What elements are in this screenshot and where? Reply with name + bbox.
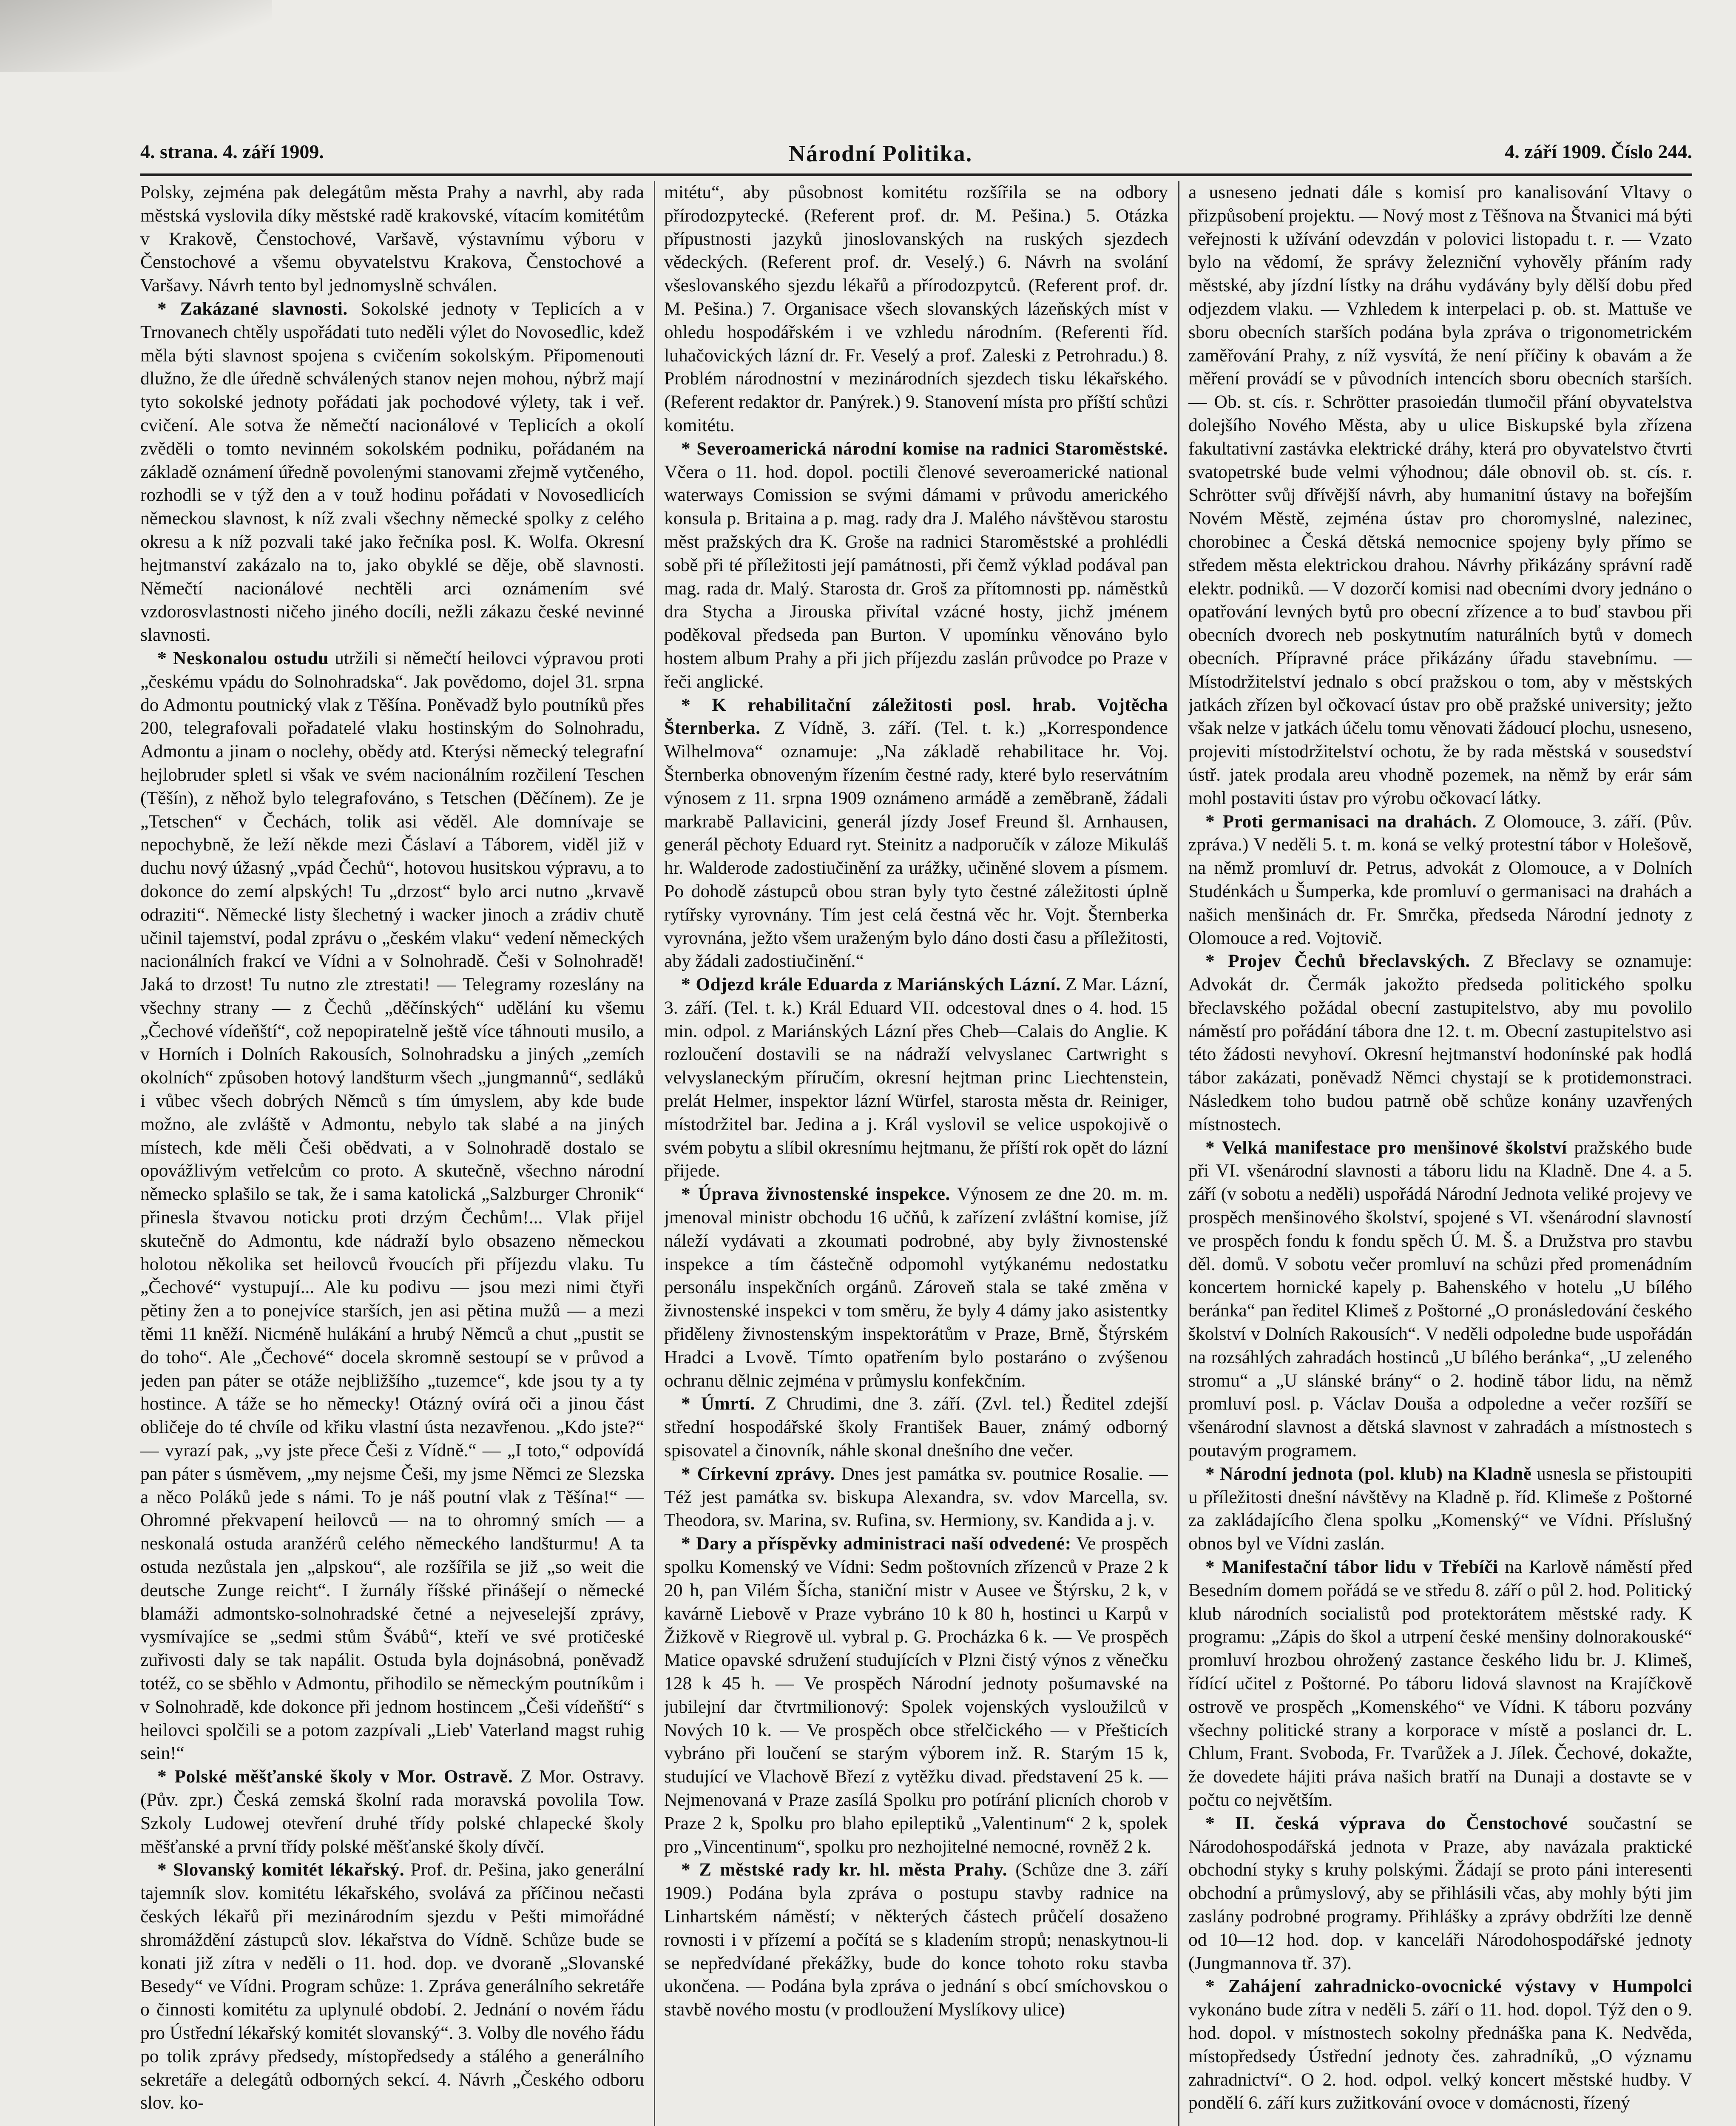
article-body: Ve prospěch spolku Komenský ve Vídni: Sedm poštovních zřízenců v Praze 2 k 20 h, pan Vilém Šícha, staniční mistr v Ausee ve Štýrsku, 2 k, v kavárně Liebově v Praze vybráno 10 k 80 h, hostinci u Karpů v Žižkově v Riegrově ul. vybral p. G. Procházka 6 k. — Ve prospěch Matice opavské sdružení studujících v Plzni čistý výnos z věnečku 128 k 45 h. — Ve prospěch Národní jednoty pošumavské na jubilejní dar čtvrtmilionový: Spolek vojenských vysloužilců v Nových 10 k. — Ve prospěch obce střelčického — v Přešticích vybráno při loučení se starým výborem inž. R. Starým 15 k, studující ve Vlachově Březí z vytěžku divad. představení 25 k. — Nejmenovaná v Praze zasílá Spolku pro potírání plicních chorob v Praze 2 k, Spolku pro blaho epileptiků „Valentinum“ 2 k, spolek pro „Vincentinum“, spolku pro nezhojitelné nemocné, rovněž 2 k.	[664, 1533, 1168, 1857]
article-body: Prof. dr. Pešina, jako generální tajemník slov. komitétu lékařského, svolává za příčinou nečasti českých lékařů při mezinárodním sjezdu v Pešti mimořádné shromáždění zástupců slov. lékařstva do Vídně. Schůze bude se konati již zítra v neděli o 11. hod. dop. ve dvoraně „Slovanské Besedy“ ve Vídni. Program schůze: 1. Zpráva generálního sekretáře o činnosti komitétu za uplynulé období. 2. Jednání o novém řádu pro Ústřední lékařský komitét slovanský“. 3. Volby dle nového řádu po tolik zprávy předsedy, místopředsedy a stálého a generálního sekretáře a delegátů odborných sekcí. 4. Návrh „Českého odboru slov. ko-	[140, 1859, 644, 2113]
column-1	[140, 181, 644, 2126]
article-body: pražského bude při VI. všenárodní slavnosti a táboru lidu na Kladně. Dne 4. a 5. září (v sobotu a neděli) uspořádá Národní Jednota veliké projevy ve prospěch menšinového školství, spojené s VI. všenárodní slavností ve prospěch fondu k fondu spěch Ú. M. Š. a Družstva pro stavbu děl. domů. V sobotu večer promluví na schůzi před promenádním koncertem hornické kapely p. Bahenského v hotelu „U bílého beránka“ pan ředitel Klimeš z Poštorné „O pronásledování českého školství v Dolních Rakousích“. V neděli odpoledne bude uspořádán na rozsáhlých zahradách hostinců „U bílého beránka“, „U zeleného stromu“ a „U slánské brány“ o 2. hodině tábor lidu, na němž promluví posl. p. Václav Douša a odpoledne a večer rozšíří se všenárodní slavnost a dětská slavnost v zahradách a místnostech s poutavým programem.	[1188, 1137, 1692, 1461]
article-headline: * Dary a příspěvky administraci naší odvedené:	[681, 1533, 1071, 1554]
article-body: Z Mor. Ostravy. (Pův. zpr.) Česká zemská školní rada moravská povolila Tow. Szkoly Ludowej otevření druhé třídy polské chlapecké školy měšťanské a první třídy polské měšťanské školy dívčí.	[140, 1766, 644, 1857]
article-paragraph	[664, 1858, 1168, 2021]
article-paragraph	[140, 181, 644, 297]
article-body: Z Olomouce, 3. září. (Pův. zpráva.) V neděli 5. t. m. koná se velký protestní tábor v Holešově, na němž promluví dr. Petrus, advokát z Olomouce, a v Dolních Studénkách u Šumperka, kde promluví o germanisaci na drahách a našich menšinách dr. Fr. Smrčka, předseda Národní jednoty z Olomouce a red. Vojtovič.	[1188, 811, 1692, 948]
article-paragraph	[664, 1182, 1168, 1392]
article-paragraph	[140, 1858, 644, 2115]
article-body: Z Břeclavy se oznamuje: Advokát dr. Čermák jakožto předseda politického spolku břeclavského požádal obecní zastupitelstvo, aby mu povolilo náměstí pro pořádání tábora dne 12. t. m. Obecní zastupitelstvo asi této žádosti nevyhoví. Okresní hejtmanství hodonínské pak hodlá tábor zakázati, poněvadž Němci chystají se k protidemonstraci. Následkem toho budou patrně obě schůze konány uzavřených místnostech.	[1188, 951, 1692, 1134]
article-paragraph	[1188, 949, 1692, 1136]
article-headline: * Úmrtí.	[681, 1393, 755, 1414]
article-body: utržili si němečtí heilovci výpravou proti „českému vpádu do Solnohradska“. Jak povědomo, dojel 31. srpna do Admontu poutnický vlak z Těšína. Poněvadž bylo poutníků přes 200, telegrafovali pořadatelé vlaku hostinským do Solnohradu, Admontu a jinam o noclehy, obědy atd. Kterýsi německý telegrafní hejlobruder spletl si však ve svém nacionálním rozčilení Teschen (Těšín), z něhož bylo telegrafováno, s Tetschen (Děčínem). Ze je „Tetschen“ v Čechách, tolik asi věděl. Ale domnívaje se nepochybně, že leží někde mezi Čáslaví a Táborem, viděl již v duchu nový úžasný „vpád Čechů“, hotovou husitskou výpravu, a to dokonce do zemí alpských! Tu „drzost“ bylo arci nutno „krvavě odraziti“. Německé listy šlechetný i wacker jinoch a zrádiv chutě učinil tajemství, podal zprávu o „českém vlaku“ vedení německých nacionálních frakcí ve Vídni a v Solnohradě. Češi v Solnohradě! Jaká to drzost! Tu nutno zle ztrestati! — Telegramy rozeslány na všechny strany — z Čechů „děčínských“ udělání ku všemu „Čechové vídeňští“, což nepopiratelně ještě více táhnouti musilo, a v Horních i Dolních Rakousích, Solnohradsku a jiných „zemích okolních“ způsoben hotový landšturm všech „jungmannů“, sedláků i vůbec všech dobrých Němců s tím úmyslem, aby kde bude možno, ale zvláště v Admontu, nebylo tak slabé a na jiných místech, kde měli Češi obědvati, a v Solnohradě dostalo se opovážlivým vetřelcům co proto. A skutečně, všechno národní německo splašilo se tak, že i sama katolická „Salzburger Chronik“ přinesla štvavou noticku proti drzým Čechům!... Vlak přijel skutečně do Admontu, kde nádraží bylo obsazeno německou holotou několika set heilovců řvoucích při příjezdu vlaku. Tu „Čechové“ vystupují... Ale ku podivu — jsou mezi nimi čtyři pětiny žen a to ponejvíce starších, jen asi pětina mužů — a mezi těmi 11 kněží. Nicméně hulákání a hrubý Němců a chut „pustit se do toho“. Ale „Čechové“ docela skromně sestoupí se v průvod a jeden pan páter se otáže nejbližšího „tuzemce“, kde jsou ty a ty hostince. A táže se ho německy! Otázný ovírá oči a jinou část obličeje do té chvíle od křiku vlastní ústa nezavřenou. „Kdo jste?“ — vyrazí pak, „vy jste přece Češi z Vídně.“ — „I toto,“ odpovídá pan páter s úsměvem, „my nejsme Češi, my jsme Němci ze Slezska a něco Poláků jede s námi. To je náš poutní vlak z Těšína!“ — Ohromné překvapení heilovců — na to ohromný smích — a neskonalá ostuda aranžérů celého německého landšturmu! A ta ostuda nezůstala jen „alpskou“, ale rozšířila se již „so weit die deutsche Zunge reicht“. I žurnály říšské přinášejí o německé blamáži admontsko-solnohradské četné a nejveselejší zprávy, vysmívajíce se „sedmi stům Švábů“, kteří ve své protičeské zuřivosti daly se tak napálit. Ostuda byla dojnásobná, poněvadž totéž, co se sběhlo v Admontu, přihodilo se německým poutníkům i v Solnohradě, kde dokonce při jednom hostincem „Češi vídeňští“ s heilovci spolčili se a potom zazpívali „Lieb' Vaterland magst ruhig sein!“	[140, 648, 644, 1764]
article-body: (Schůze dne 3. září 1909.) Podána byla zpráva o postupu stavby radnice na Linhartském náměstí; v některých částech průčelí dosaženo rovnosti i v přízemí a počítá se s kladením stropů; nenaskytnou-li se nepředvídané překážky, bude do konce tohoto roku stavba ukončena. — Podána byla zpráva o jednání s obcí smíchovskou o stavbě nového mostu (v prodloužení Myslíkovy ulice)	[664, 1859, 1168, 2020]
article-body: součastní se Národohospodářská jednota v Praze, aby navázala praktické obchodní styky s kruhy polskými. Žádají se proto páni interesenti obchodní a průmyslový, aby se přihlásili včas, aby mohly býti jim zaslány podrobné programy. Přihlášky a zprávy obdržíti lze denně od 10—12 hod. dop. v kanceláři Národohospodářské jednoty (Jungmannova tř. 37).	[1188, 1813, 1692, 1973]
article-paragraph	[664, 181, 1168, 437]
article-paragraph	[664, 694, 1168, 973]
article-body: Polsky, zejména pak delegátům města Prahy a navrhl, aby rada městská vyslovila díky městské radě krakovské, vítacím komitétům v Krakově, Čenstochové, Varšavě, výstavnímu výboru v Čenstochové a všemu obyvatelstvu Krakova, Čenstochové a Varšavy. Návrh tento byl jednomyslně schválen.	[140, 182, 644, 296]
article-paragraph	[1188, 1812, 1692, 1975]
article-body: usnesla se přistoupiti u příležitosti dnešní návštěvy na Kladně p. říd. Klimeše z Poštorné za zakládajícího člena spolku „Komenský“ ve Vídni. Příslušný obnos byl ve Vídni zaslán.	[1188, 1463, 1692, 1554]
masthead-title: Národní Politika.	[789, 141, 973, 166]
article-headline: * Odjezd krále Eduarda z Mariánských Lázní.	[681, 974, 1061, 995]
article-headline: * Proti germanisaci na drahách.	[1205, 811, 1477, 832]
article-body: vykonáno bude zítra v neděli 5. září o 11. hod. dopol. Týž den o 9. hod. dopol. v místnostech sokolny přednáška pana K. Nedvěda, místopředsedy Ústřední jednoty čes. zahradníků, „O významu zahradnictví“. O 2. hod. odpol. velký koncert městské hudby. V pondělí 6. září kurs zužitkování ovoce v domácnosti, řízený	[1188, 1999, 1692, 2113]
article-body: mitétu“, aby působnost komitétu rozšířila se na odbory přírodozpytecké. (Referent prof. dr. M. Pešina.) 5. Otázka přípustnosti jazyků jinoslovanských na ruských sjezdech vědeckých. (Referent prof. dr. Veselý.) 6. Návrh na svolání všeslovanského sjezdu lékařů a přírodozpytců. (Referent prof. dr. M. Pešina.) 7. Organisace všech slovanských lázeňských míst v ohledu hospodářském i ve vzhledu národním. (Referenti říd. luhačovických lázní dr. Fr. Veselý a prof. Zaleski z Petrohradu.) 8. Problém národnostní v mezinárodních sjezdech tisku lékařského. (Referent redaktor dr. Panýrek.) 9. Stanovení místa pro příští schůzi komitétu.	[664, 182, 1168, 435]
column-3	[1188, 181, 1692, 2126]
article-headline: * Projev Čechů břeclavských.	[1205, 951, 1470, 972]
article-headline: * K rehabilitační záležitosti posl. hrab. Vojtěcha Šternberka.	[664, 694, 1168, 739]
article-body: Včera o 11. hod. dopol. poctili členové severoamerické national waterways Comission se svými dámami v průvodu amerického konsula p. Britaina a p. mag. rady dra J. Malého návštěvou starostu měst pražských dra K. Groše na radnici Staroměstské a prohlédli sobě při té příležitosti její památnosti, při čemž výklad podával pan mag. rada dr. Malý. Starosta dr. Groš za přítomnosti pp. náměstků dra Stycha a Jirouska přivítal vzácné hosty, jichž jménem poděkoval předseda pan Burton. V upomínku věnováno bylo hostem album Prahy a při jich příjezdu zaslán průvodce po Praze v řeči anglické.	[664, 461, 1168, 692]
article-body: a usneseno jednati dále s komisí pro kanalisování Vltavy o přizpůsobení projektu. — Nový most z Těšnova na Štvanici má býti veřejnosti k užívání odevzdán v polovici listopadu t. r. — Vzato bylo na vědomí, že správy železniční vyhověly přáním rady městské, aby jízdní lístky na dráhu vydávány byly dělší dobu před odjezdem vlaku. — Vzhledem k interpelaci p. ob. st. Mattuše ve sboru obecních starších podána byla zpráva o trigonometrickém zaměřování Prahy, z níž vysvítá, že není příčiny k obavám a že měření provádí se v původních intencích sboru obecních starších. — Ob. st. cís. r. Schrötter prasoiedán tlumočil přání obyvatelstva dolejšího Nového Města, aby u ulice Biskupské byla zřízena fakultativní zastávka elektrické dráhy, která pro obyvatelstvo čtvrti svatopetrské bude velmi výhodnou; dále obnovil ob. st. cís. r. Schrötter svůj dřívější návrh, aby humanitní ústavy na bořejším Novém Městě, zejména ústav pro choromyslné, nalezinec, chorobinec a Česká dětská nemocnice spojeny byly přímo se středem města elektrickou drahou. Návrhy přikázány správní radě elektr. podniků. — V dozorčí komisi nad obecními dvory jednáno o opatřování levných bytů pro obecní zřízence a to buď stavbou při obecních dvorech neb poskytnutím naturálních bytů v domech obecních. Přípravné práce přikázány úřadu stavebnímu. — Místodržitelství jednalo s obcí pražskou o tom, aby v městských jatkách zřízen byl očkovací ústav pro obě pražské university; ježto však nelze v jatkách účelu tomu věnovati žádoucí plochu, usneseno, projeviti místodržitelství ochotu, že by rada městská v sousedství ústř. jatek prodala areu vhodně pozemek, na němž by erár sám mohl postaviti ústav pro výrobu očkovací látky.	[1188, 182, 1692, 808]
article-headline: * Církevní zprávy.	[681, 1463, 835, 1484]
page-header	[140, 140, 1692, 179]
article-body: na Karlově náměstí před Besedním domem pořádá se ve středu 8. září o půl 2. hod. Politický klub národních socialistů pod protektorátem městské rady. K programu: „Zápis do škol a utrpení české menšiny dolnorakouské“ promluví hrozbou ohrožený zastance českého lidu br. J. Klimeš, řídící učitel z Poštorné. Po táboru lidová slavnost na Krajíčkově ostrově ve prospěch „Komenského“ ve Vídni. K táboru pozvány všechny politické strany a korporace v místě a poslanci dr. L. Chlum, Frant. Svoboda, Fr. Tvarůžek a J. Jílek. Čechové, dokažte, že dovedete hájiti práva našich bratří na Dunaji a dostavte se v počtu co největším.	[1188, 1557, 1692, 1810]
article-body: Z Chrudimi, dne 3. září. (Zvl. tel.) Ředitel zdejší střední hospodářské školy František Bauer, známý odborný spisovatel a činovník, náhle skonal dnešního dne večer.	[664, 1393, 1168, 1461]
header-date-issue: 4. září 1909. Číslo 244.	[1505, 141, 1692, 162]
article-paragraph	[1188, 181, 1692, 810]
article-paragraph	[1188, 1462, 1692, 1555]
article-paragraph	[140, 647, 644, 1765]
article-headline: * Polské měšťanské školy v Mor. Ostravě.	[157, 1766, 513, 1787]
text-columns	[140, 181, 1692, 2126]
article-headline: * Neskonalou ostudu	[157, 648, 329, 668]
article-paragraph	[1188, 1975, 1692, 2115]
column-divider	[1178, 181, 1179, 2126]
article-paragraph	[1188, 810, 1692, 950]
column-2	[664, 181, 1168, 2126]
page-corner-fold	[0, 0, 272, 72]
header-rule	[140, 173, 1692, 176]
column-divider	[654, 181, 655, 2126]
article-paragraph	[1188, 1136, 1692, 1462]
article-headline: * Zahájení zahradnicko-ovocnické výstavy v Humpolci	[1205, 1976, 1692, 1997]
header-page-date: 4. strana. 4. září 1909.	[140, 141, 324, 162]
article-headline: * Manifestační tábor lidu v Třebíči	[1205, 1557, 1498, 1577]
article-headline: * II. česká výprava do Čenstochové	[1205, 1813, 1568, 1833]
article-body: Výnosem ze dne 20. m. m. jmenoval ministr obchodu 16 učňů, k zařízení zvláštní komise, jíž náleží vydávati a zkoumati podrobné, aby byly živnostenské inspekce a tím částečně odpomohl vytýkanému nedostatku personálu inspekčních orgánů. Zároveň stala se také změna v živnostenské inspekci v tom směru, že byly 4 dámy jako asistentky přiděleny živnostenským inspektorátům v Praze, Brně, Štýrském Hradci a Lvově. Tímto opatřením bylo postaráno o zvýšenou ochranu dělnic zejména v průmyslu konfekčním.	[664, 1184, 1168, 1391]
article-paragraph	[664, 1462, 1168, 1532]
article-body: Z Vídně, 3. září. (Tel. t. k.) „Korrespondence Wilhelmova“ oznamuje: „Na základě rehabilitace hr. Voj. Šternberka obnoveným řízením čestné rady, které bylo reservátním výnosem z 11. srpna 1909 oznámeno armádě a zeměbraně, žádali markrabě Pallavicini, generál jízdy Josef Freund šl. Arnhausen, generál pěchoty Eduard ryt. Steinitz a nadporučík v záloze Mikuláš hr. Walderode zadostiučinění za urážky, učiněné slovem a písmem. Po dohodě zástupců obou stran byly tyto čestné záležitosti úplně rytířsky vyrovnány. Tím jest celá čestná věc hr. Vojt. Šternberka vyrovnána, ježto všem uraženým bylo dáno dosti času a příležitosti, aby žádali zadostiučinění.“	[664, 718, 1168, 972]
article-headline: * Z městské rady kr. hl. města Prahy.	[681, 1859, 1008, 1880]
article-body: Z Mar. Lázní, 3. září. (Tel. t. k.) Král Eduard VII. odcestoval dnes o 4. hod. 15 min. odpol. z Mariánských Lázní přes Cheb—Calais do Anglie. K rozloučení dostavili se na nádraží velvyslanec Cartwright s velvyslaneckým příručím, okresní hejtman princ Liechtenstein, prelát Helmer, inspektor lázní Würfel, starosta města dr. Reiniger, místodržitel bar. Jedina a j. Král vyslovil se velice uspokojivě o svém pobytu a slíbil okresnímu hejtmanu, že příští rok opět do lázní přijede.	[664, 974, 1168, 1181]
article-body: Dnes jest památka sv. poutnice Rosalie. — Též jest památka sv. biskupa Alexandra, sv. vdov Marcella, sv. Theodora, sv. Marina, sv. Rufina, sv. Hermiony, sv. Kandida a j. v.	[664, 1463, 1168, 1531]
article-paragraph	[664, 437, 1168, 694]
article-headline: * Slovanský komitét lékařský.	[157, 1859, 405, 1880]
article-body: Sokolské jednoty v Teplicích a v Trnovanech chtěly uspořádati tuto neděli výlet do Novosedlic, kdež měla býti slavnost spojena s cvičením sokolským. Připomenouti dlužno, že dle úředně schválených stanov nejen mohou, nýbrž mají tyto sokolské jednoty pořádati jak pochodové výlety, tak i veř. cvičení. Ale sotva že němečtí nacionálové v Teplicích a okolí zvěděli o tomto nevinném sokolském podniku, pořádaném na základě oznámení úředně povolenými stanovami zřejmě vytčeného, rozhodli se v týž den a v touž hodinu pořádati v Novosedlicích německou slavnost, k níž zvali všechny německé spolky z celého okresu a k níž pozvali také jako řečníka posl. K. Wolfa. Okresní hejtmanství zakázalo na to, jako obyklé se děje, obě slavnosti. Němečtí nacionálové nechtěli arci oznámením své vzdorosvlastnosti ničeho jiného docíli, nežli zákazu české nevinné slavnosti.	[140, 298, 644, 645]
article-headline: * Národní jednota (pol. klub) na Kladně	[1205, 1463, 1532, 1484]
article-paragraph	[664, 1392, 1168, 1462]
article-headline: * Zakázané slavnosti.	[157, 298, 348, 319]
article-headline: * Úprava živnostenské inspekce.	[681, 1184, 950, 1205]
article-paragraph	[140, 1765, 644, 1858]
article-paragraph	[664, 1532, 1168, 1858]
article-paragraph	[140, 297, 644, 647]
article-headline: * Severoamerická národní komise na radnici Staroměstské.	[681, 438, 1168, 459]
article-paragraph	[1188, 1555, 1692, 1812]
article-headline: * Velká manifestace pro menšinové školství	[1205, 1137, 1567, 1158]
article-paragraph	[664, 973, 1168, 1182]
